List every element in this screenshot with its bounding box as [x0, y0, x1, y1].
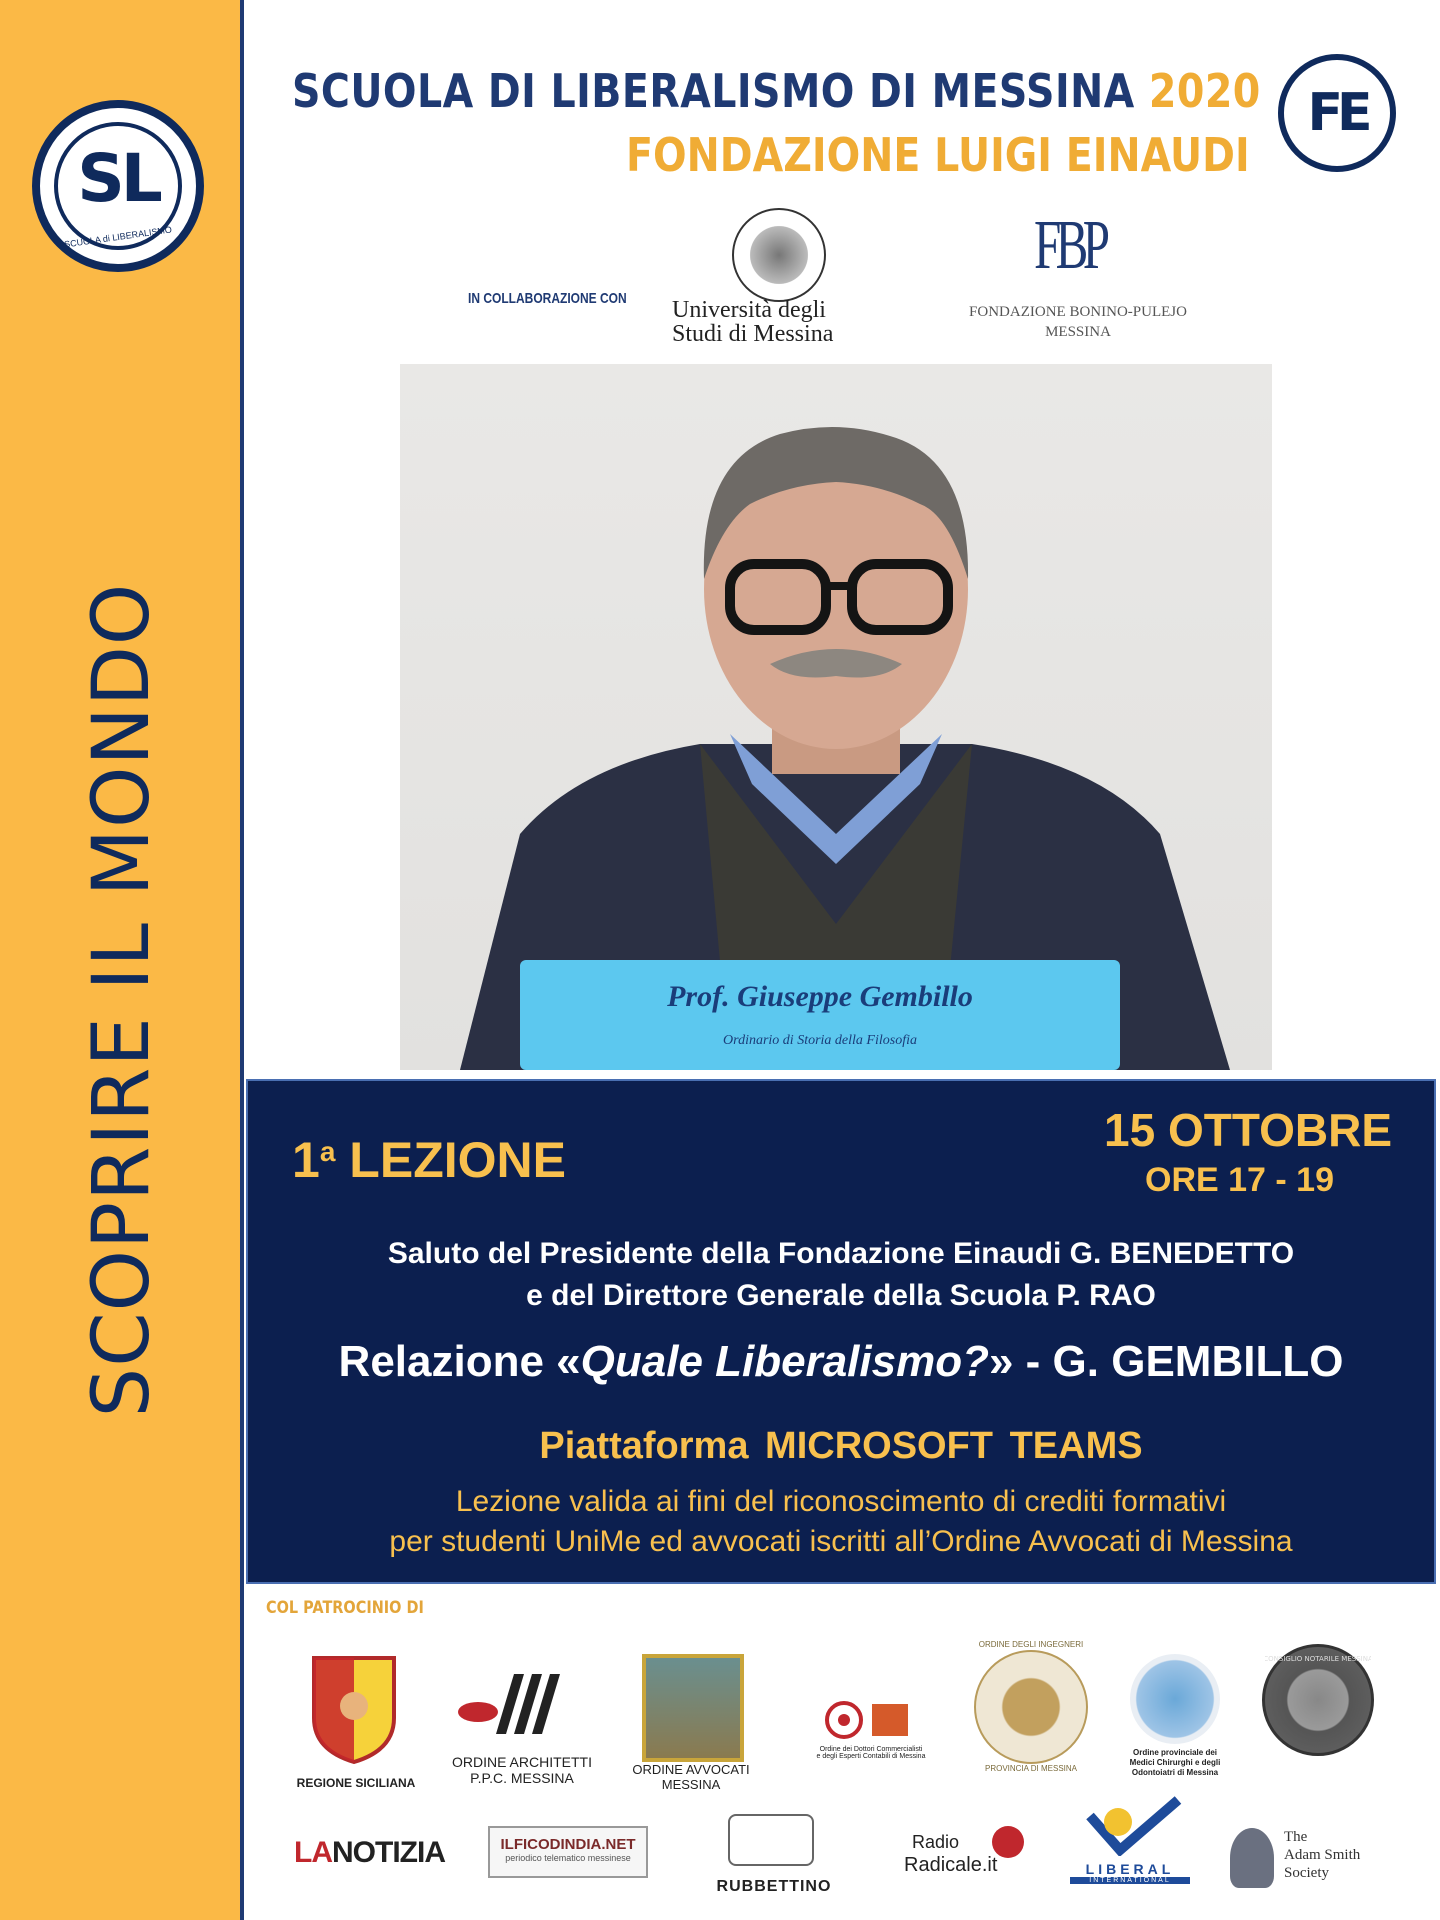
credits-line-1: Lezione valida ai fini del riconoscimento di crediti formativi — [455, 1485, 1227, 1518]
talk-suffix: » - G. GEMBILLO — [988, 1337, 1344, 1386]
radio-radicale-logo — [904, 1824, 1034, 1888]
avvocati-line1: ORDINE AVVOCATI — [632, 1762, 750, 1777]
sl-logo-text: SL — [77, 139, 159, 217]
event-panel — [246, 1079, 1436, 1584]
university-name — [672, 298, 892, 346]
credits-line-2: per studenti UniMe ed avvocati iscritti all’Ordine Avvocati di Messina — [389, 1525, 1293, 1558]
regione-siciliana-logo — [308, 1654, 400, 1764]
commercialisti-emblem-icon — [822, 1700, 914, 1740]
sl-logo-caption: SCUOLA di LIBERALISMO — [63, 224, 173, 250]
notarile-text: CONSIGLIO NOTARILE MESSINA — [1265, 1655, 1371, 1663]
lanotizia-logo — [294, 1836, 444, 1882]
vertical-title: SCOPRIRE IL MONDO — [77, 582, 167, 1418]
fbp-line1: FONDAZIONE BONINO-PULEJO — [969, 304, 1187, 320]
avvocati-line2: MESSINA — [661, 1777, 721, 1792]
architetti-line2: P.P.C. MESSINA — [470, 1770, 574, 1786]
foundation-title: FONDAZIONE LUIGI EINAUDI — [626, 128, 1250, 182]
lesson-label: LEZIONE — [349, 1132, 566, 1188]
speaker-photo — [400, 364, 1272, 1070]
nameplate-subtext: Ordinario di Storia della Filosofia — [723, 1033, 917, 1048]
medici-caption — [1100, 1748, 1250, 1778]
lesson-heading — [292, 1131, 566, 1189]
ingegneri-caption-2: PROVINCIA DI MESSINA — [984, 1764, 1078, 1773]
architetti-caption — [432, 1754, 612, 1786]
platform-line: Piattaforma MICROSOFT TEAMS — [539, 1425, 1143, 1467]
ilficodindia-logo — [488, 1826, 648, 1878]
event-date: 15 OTTOBRE — [1104, 1104, 1392, 1156]
rubbettino-caption: RUBBETTINO — [716, 1878, 832, 1895]
radio-line2: Radicale.it — [904, 1854, 998, 1876]
medici-line3: Odontoiatri di Messina — [1131, 1768, 1219, 1777]
trinacria-shield-icon — [308, 1654, 400, 1764]
medici-line1: Ordine provinciale dei — [1132, 1748, 1218, 1757]
university-seal-icon — [732, 208, 826, 302]
commercialisti-line1: Ordine dei Dottori Commercialisti — [819, 1746, 923, 1753]
fbp-logo: FBP — [1034, 207, 1105, 284]
university-line2: Studi di Messina — [672, 321, 834, 347]
commercialisti-logo — [822, 1700, 914, 1740]
adam-smith-bust-icon — [1230, 1828, 1274, 1888]
ingegneri-logo — [974, 1650, 1088, 1764]
school-year: 2020 — [1148, 64, 1261, 118]
lanotizia-la: LA — [294, 1836, 332, 1869]
notarile-logo — [1262, 1644, 1374, 1756]
school-title — [292, 64, 1261, 118]
nameplate-text: Prof. Giuseppe Gembillo — [667, 980, 973, 1013]
avvocati-logo — [642, 1654, 744, 1762]
medici-logo — [1130, 1654, 1220, 1744]
commercialisti-line2: e degli Esperti Contabili di Messina — [816, 1753, 926, 1760]
rubbettino-emblem-icon — [728, 1814, 814, 1866]
university-line1: Università degli — [672, 297, 826, 323]
liberal-line2: INTERNATIONAL — [1070, 1877, 1190, 1884]
event-time: ORE 17 - 19 — [1145, 1161, 1334, 1199]
ilficodindia-title: ILFICODINDIA.NET — [500, 1836, 636, 1853]
patronage-label: COL PATROCINIO DI — [266, 1598, 424, 1618]
school-title-text: SCUOLA DI LIBERALISMO DI MESSINA — [292, 64, 1135, 118]
fe-logo-text: FE — [1307, 83, 1367, 143]
talk-title-italic: Quale Liberalismo? — [580, 1337, 989, 1386]
ilficodindia-sub: periodico telematico messinese — [505, 1853, 631, 1863]
adam-line3: Society — [1284, 1865, 1329, 1881]
notarile-seal-icon — [1265, 1647, 1371, 1753]
talk-prefix: Relazione « — [338, 1337, 581, 1386]
lanotizia-notizia: NOTIZIA — [332, 1836, 445, 1869]
medici-line2: Medici Chirurghi e degli — [1129, 1758, 1221, 1767]
adam-line1: The — [1284, 1829, 1308, 1845]
fbp-caption — [958, 302, 1198, 342]
radio-line1: Radio — [912, 1832, 960, 1852]
fbp-line2: MESSINA — [1045, 324, 1111, 340]
liberal-line1: LIBERAL — [1085, 1861, 1175, 1877]
greeting-line-1: Saluto del Presidente della Fondazione Einaudi G. BENEDETTO — [387, 1237, 1295, 1270]
greeting-line-2: e del Direttore Generale della Scuola P. RAO — [526, 1279, 1156, 1312]
architetti-logo — [456, 1664, 576, 1744]
nameplate-shape — [520, 960, 1120, 1070]
talk-title — [248, 1337, 1434, 1387]
sl-logo — [32, 100, 204, 272]
regione-caption: REGIONE SICILIANA — [296, 1776, 416, 1790]
lesson-number: 1 — [292, 1132, 320, 1188]
collab-label: IN COLLABORAZIONE CON — [468, 290, 627, 307]
architetti-line1: ORDINE ARCHITETTI — [451, 1754, 592, 1770]
adam-smith-caption — [1284, 1828, 1394, 1882]
ingegneri-line1: ORDINE DEGLI INGEGNERI — [978, 1640, 1084, 1649]
avvocati-caption — [616, 1762, 766, 1792]
adam-line2: Adam Smith — [1284, 1847, 1361, 1863]
commercialisti-caption — [786, 1746, 956, 1760]
liberal-international-logo — [1070, 1796, 1190, 1892]
speaker-portrait-illustration — [400, 364, 1272, 1070]
fe-logo — [1278, 54, 1396, 172]
liberal-check-icon — [1070, 1796, 1190, 1856]
lesson-sup: a — [319, 1136, 336, 1167]
ingegneri-caption — [958, 1640, 1104, 1649]
sidebar — [0, 0, 244, 1920]
architetti-arches-icon — [456, 1664, 576, 1744]
